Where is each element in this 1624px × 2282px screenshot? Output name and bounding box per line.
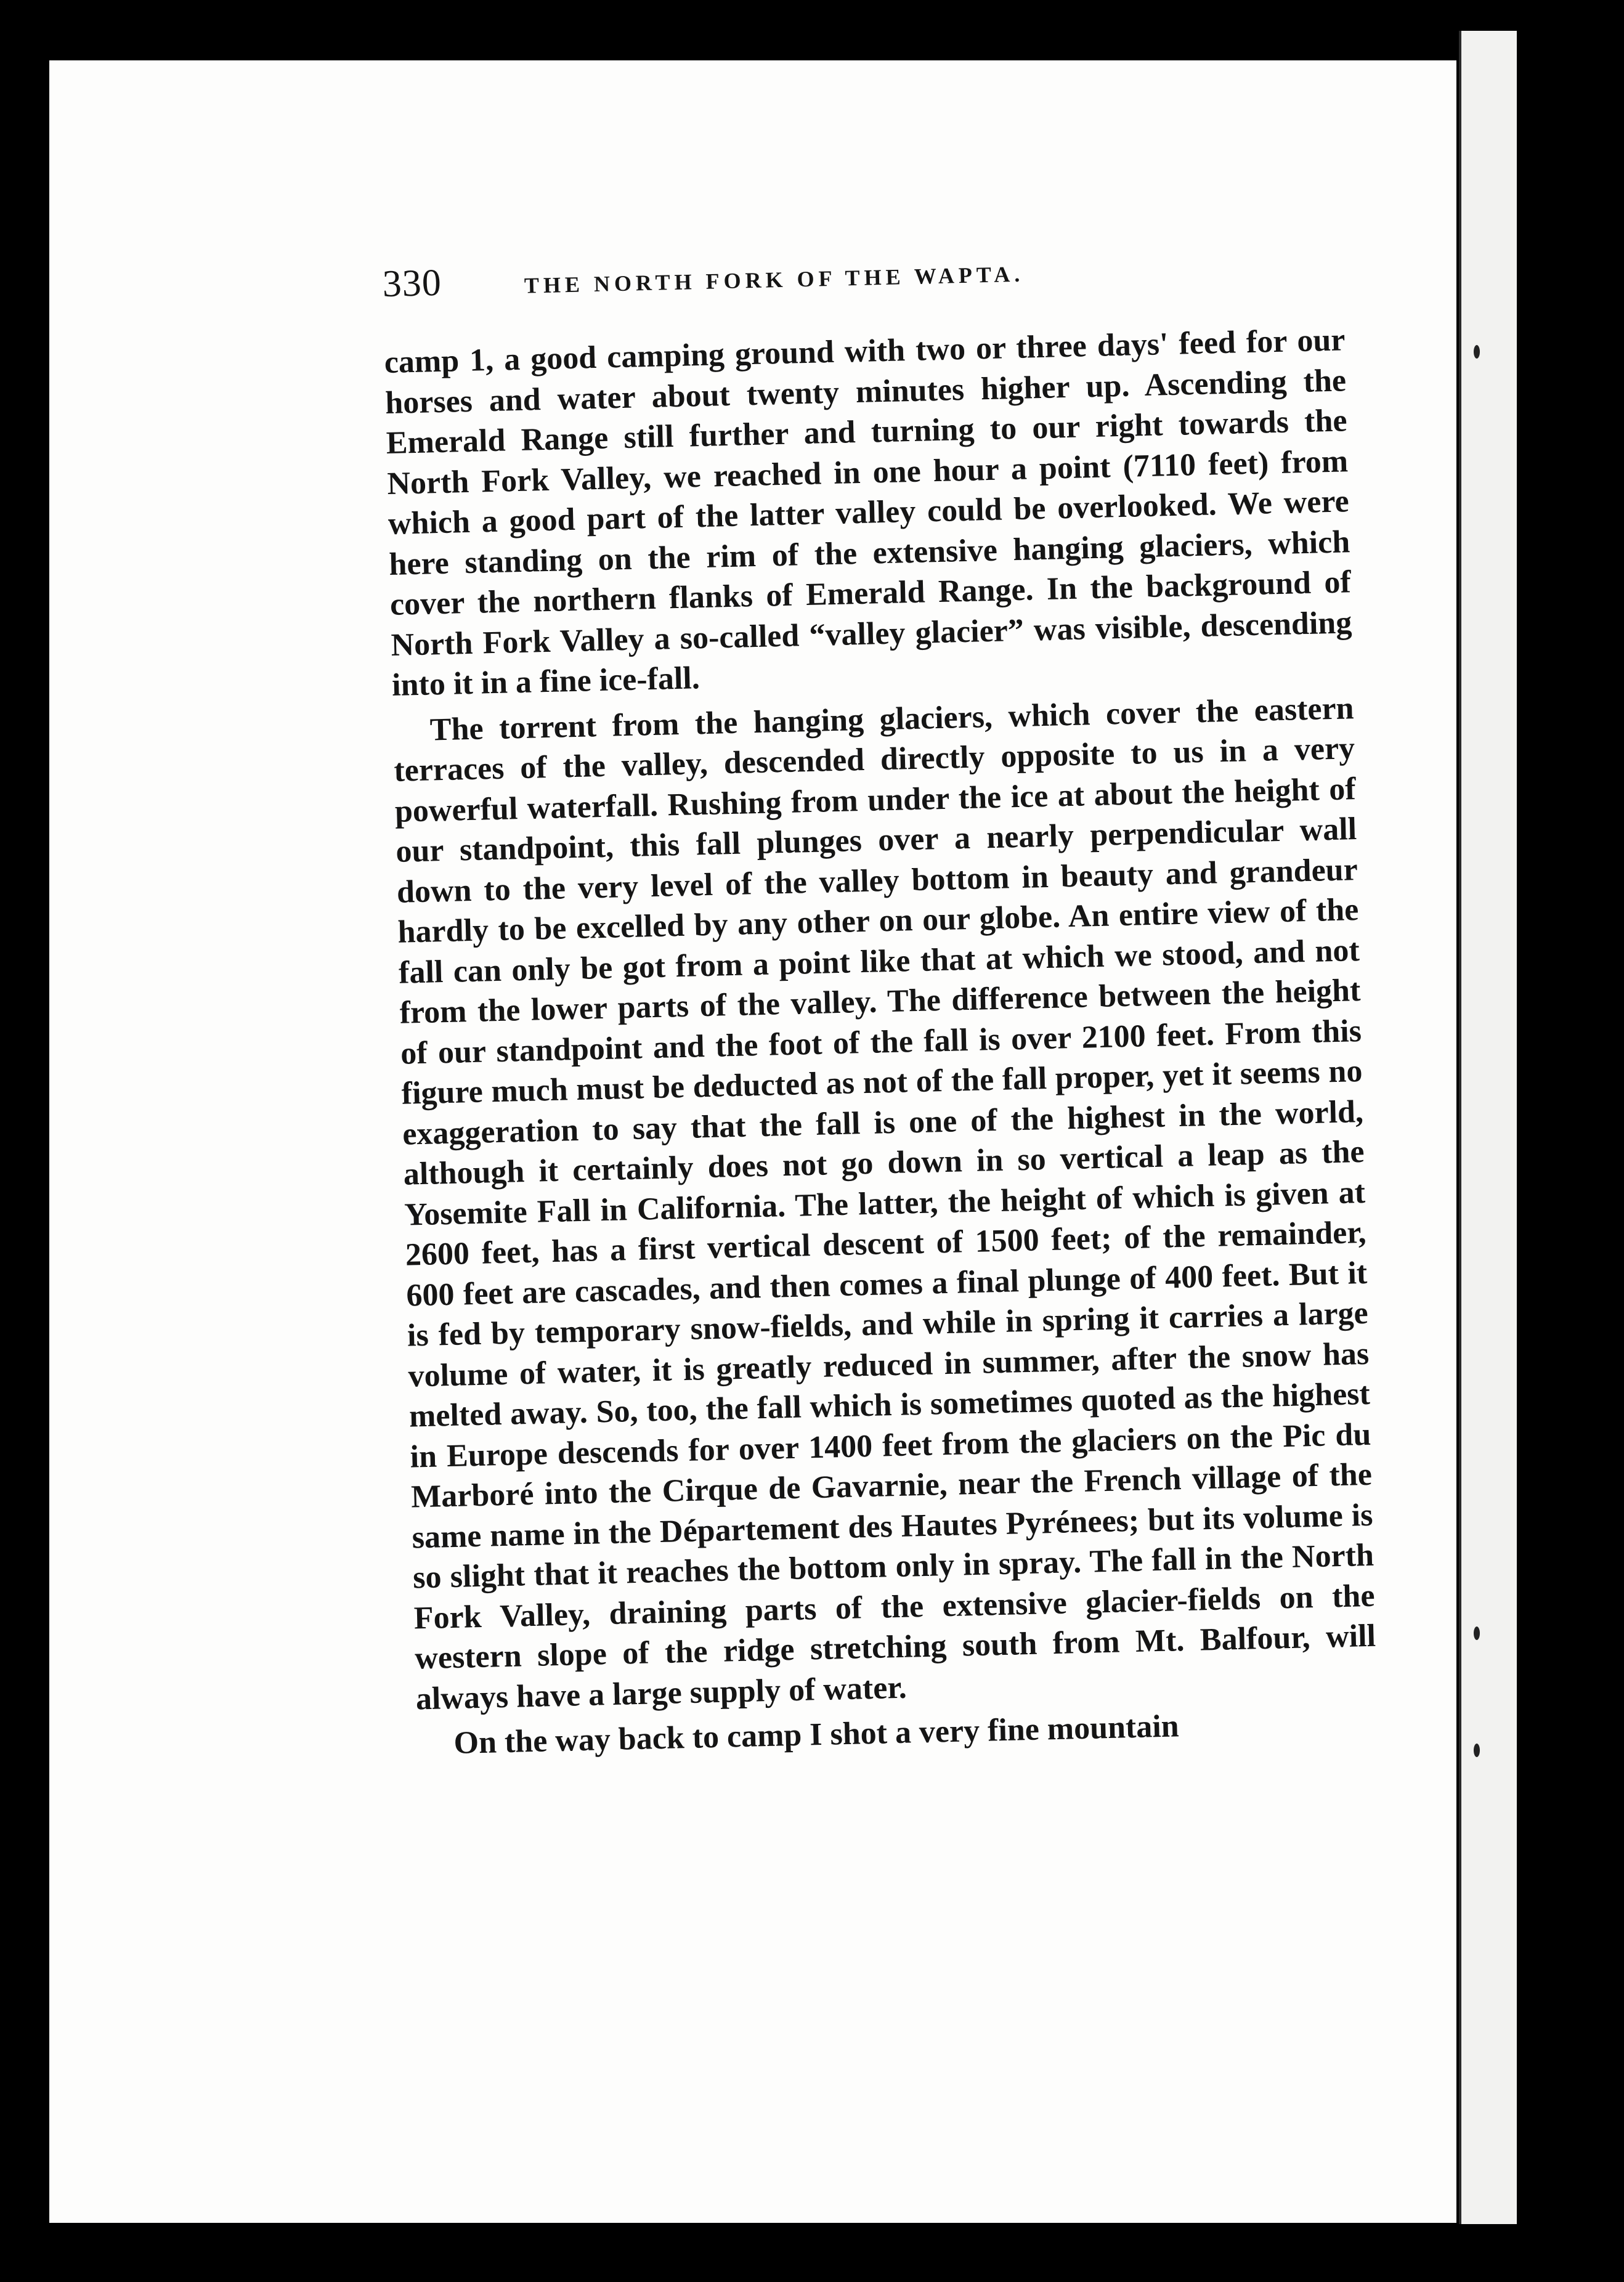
edge-speck: [1474, 1744, 1480, 1757]
paragraph-3: On the way back to camp I shot a very fine mountain: [453, 1708, 1180, 1761]
page-text-block: [333, 240, 1384, 1766]
scan-background-right: [1517, 0, 1624, 2282]
page-number: 330: [382, 261, 442, 306]
paragraph-2: The torrent from the hanging glaciers, which cover the eastern terraces of the valley, descended directly opposite to us in a very powerful waterfall. Rushing from under the ice at about the height of our standpoint, this fall plunges over a nearly perpendicular wall down to the very level of the valley bottom in beauty and grandeur hardly to be excelled by any other on our globe. An entire view of the fall can only be got from a point like that at which we stood, and not from the lower parts of the valley. The difference between the height of our standpoint and the foot of the fall is over 2100 feet. From this figure much must be deducted as not of the fall proper, yet it seems no exaggeration to say that the fall is one of the highest in the world, although it certainly does not go down in so vertical a leap as the Yosemite Fall in California. The latter, the height of which is given at 2600 feet, has a first vertical descent of 1500 feet; of the remainder, 600 feet are cascades, and then comes a final plunge of 400 feet. But it is fed by temporary snow-fields, and while in spring it carries a large volume of water, it is greatly reduced in summer, after the snow has melted away. So, too, the fall which is sometimes quoted as the highest in Europe descends for over 1400 feet from the glaciers on the Pic du Marboré into the Cirque de Gavarnie, near the French village of the same name in the Département des Hautes Pyrénees; but its volume is so slight that it reaches the bottom only in spray. The fall in the North Fork Valley, draining parts of the extensive glacier-fields on the western slope of the ridge stretching south from Mt. Balfour, will always have a large supply of water.: [393, 690, 1376, 1716]
next-page-edge: [1459, 31, 1519, 2224]
running-title: THE NORTH FORK OF THE WAPTA.: [524, 261, 1025, 298]
edge-speck: [1474, 345, 1480, 359]
body-text: [384, 320, 1378, 1764]
paragraph-1: camp 1, a good camping ground with two or three days' feed for our horses and water about twenty minutes higher up. Ascending the Emerald Range still further and turning to our right towards the North Fork Valley, we reached in one hour a point (7110 feet) from which a good part of the latter valley could be overlooked. We were here standing on the rim of the extensive hanging glaciers, which cover the northern flanks of Emerald Range. In the background of North Fork Valley a so-called “valley glacier” was visible, descending into it in a fine ice-fall.: [384, 322, 1352, 703]
edge-speck: [1474, 1626, 1480, 1640]
book-page: [49, 60, 1456, 2223]
